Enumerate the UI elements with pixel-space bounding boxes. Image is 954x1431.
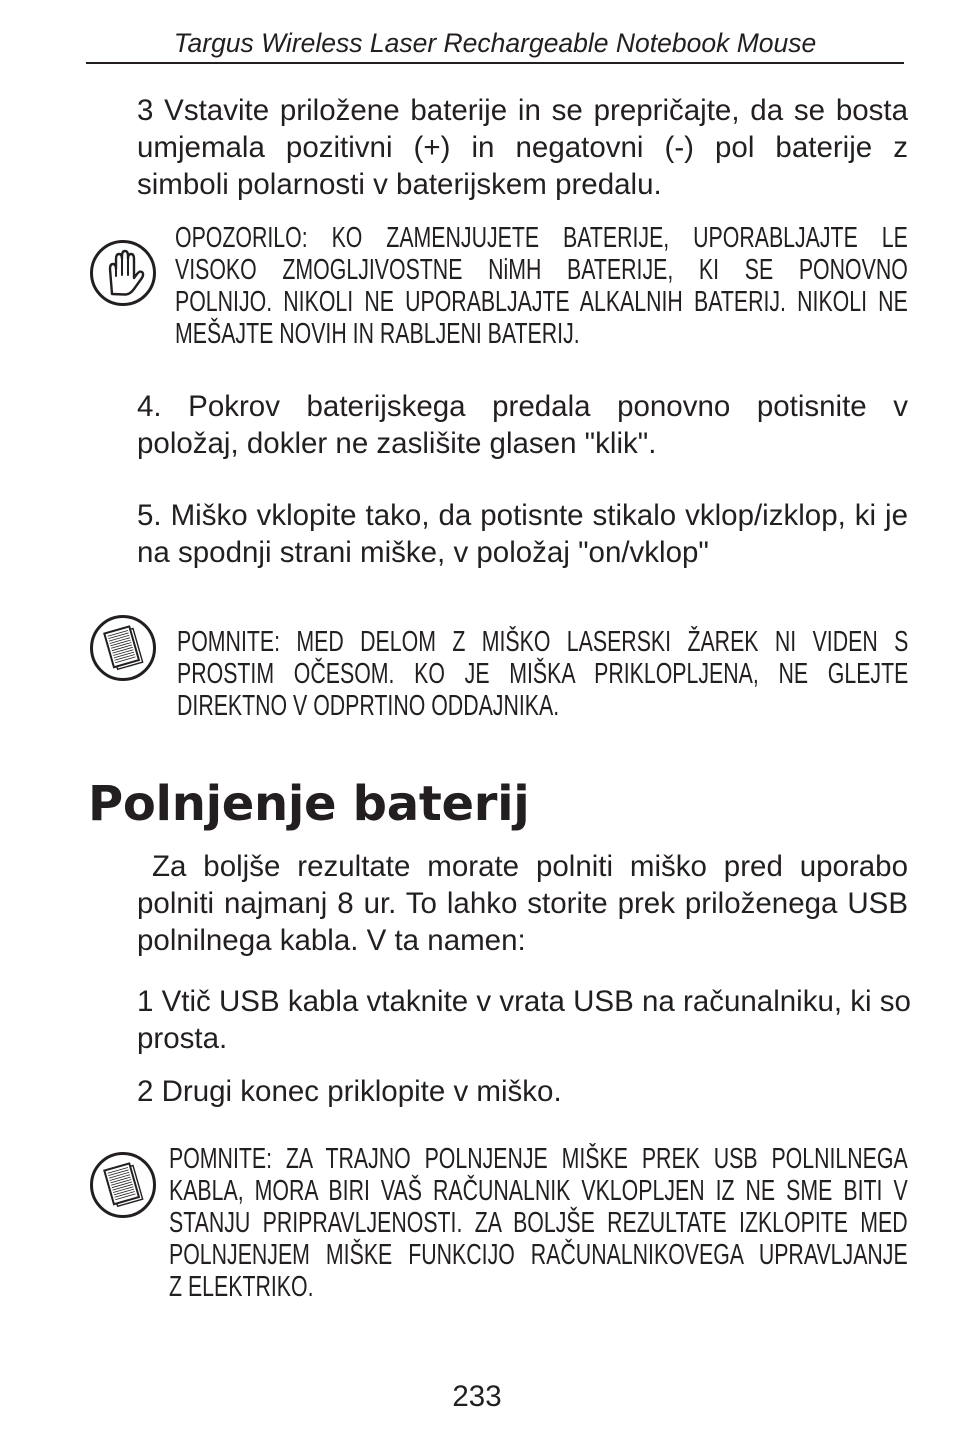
paragraph-line: na spodnji strani miške, v položaj "on/vklop" (137, 536, 709, 569)
paragraph-line: polniti najmanj 8 ur. To lahko storite prek priloženega USB (137, 887, 908, 920)
paragraph-line: polnilnega kabla. V ta namen: (137, 924, 526, 957)
running-header-title: Targus Wireless Laser Rechargeable Notebook Mouse (173, 28, 817, 58)
paragraph-line: prosta. (137, 1022, 228, 1055)
warning-text (175, 222, 908, 350)
paragraph-line: Za boljše rezultate morate polniti miško pred uporabo (152, 850, 908, 883)
note-line: POMNITE: MED DELOM Z MIŠKO LASERSKI ŽAREK NI VIDEN S (177, 626, 908, 658)
header-rule (86, 62, 904, 64)
note-text (177, 626, 908, 722)
note-line: STANJU PRIPRAVLJENOSTI. ZA BOLJŠE REZULTATE IZKLOPITE MED (169, 1207, 908, 1239)
warning-line: POLNIJO. NIKOLI NE UPORABLJAJTE ALKALNIH BATERIJ. NIKOLI NE (175, 286, 908, 318)
paragraph-line: 2 Drugi konec priklopite v miško. (137, 1075, 562, 1108)
step-3-paragraph (137, 92, 908, 203)
charging-step-1-paragraph (137, 983, 911, 1057)
note-line: DIREKTNO V ODPRTINO ODDAJNIKA. (177, 690, 560, 722)
notepad-icon (88, 1150, 158, 1220)
note-line: POMNITE: ZA TRAJNO POLNJENJE MIŠKE PREK USB POLNILNEGA (169, 1143, 908, 1175)
raised-hand-icon (88, 238, 158, 308)
paragraph-line: 4. Pokrov baterijskega predala ponovno potisnite v (137, 390, 908, 423)
charging-step-2-paragraph (137, 1073, 908, 1110)
note-line: PROSTIM OČESOM. KO JE MIŠKA PRIKLOPLJENA, NE GLEJTE (177, 658, 908, 690)
paragraph-line: simboli polarnosti v baterijskem predalu. (137, 168, 662, 201)
page-number: 233 (452, 1380, 502, 1413)
note-line: KABLA, MORA BIRI VAŠ RAČUNALNIK VKLOPLJEN IZ NE SME BITI V (169, 1175, 908, 1207)
section-heading: Polnjenje baterij (88, 776, 530, 832)
paragraph-line: položaj, dokler ne zaslišite glasen "klik". (137, 427, 657, 460)
notepad-icon (88, 613, 158, 683)
note-line: Z ELEKTRIKO. (169, 1271, 314, 1303)
paragraph-line: 5. Miško vklopite tako, da potisnte stikalo vklop/izklop, ki je (137, 499, 908, 532)
step-5-paragraph (137, 497, 908, 571)
warning-line: OPOZORILO: KO ZAMENJUJETE BATERIJE, UPORABLJAJTE LE (175, 222, 908, 254)
paragraph-line: 3 Vstavite priložene baterije in se prepričajte, da se bosta (137, 94, 908, 127)
warning-line: MEŠAJTE NOVIH IN RABLJENI BATERIJ. (175, 318, 580, 350)
warning-line: VISOKO ZMOGLJIVOSTNE NiMH BATERIJE, KI SE PONOVNO (175, 254, 908, 286)
charging-note-text (169, 1143, 908, 1303)
paragraph-line: umjemala pozitivni (+) in negatovni (-) pol baterije z (137, 131, 908, 164)
note-line: POLNJENJEM MIŠKE FUNKCIJO RAČUNALNIKOVEGA UPRAVLJANJE (169, 1239, 908, 1271)
step-4-paragraph (137, 388, 908, 462)
charging-intro-paragraph (137, 848, 908, 959)
paragraph-line: 1 Vtič USB kabla vtaknite v vrata USB na računalniku, ki so (137, 985, 911, 1018)
